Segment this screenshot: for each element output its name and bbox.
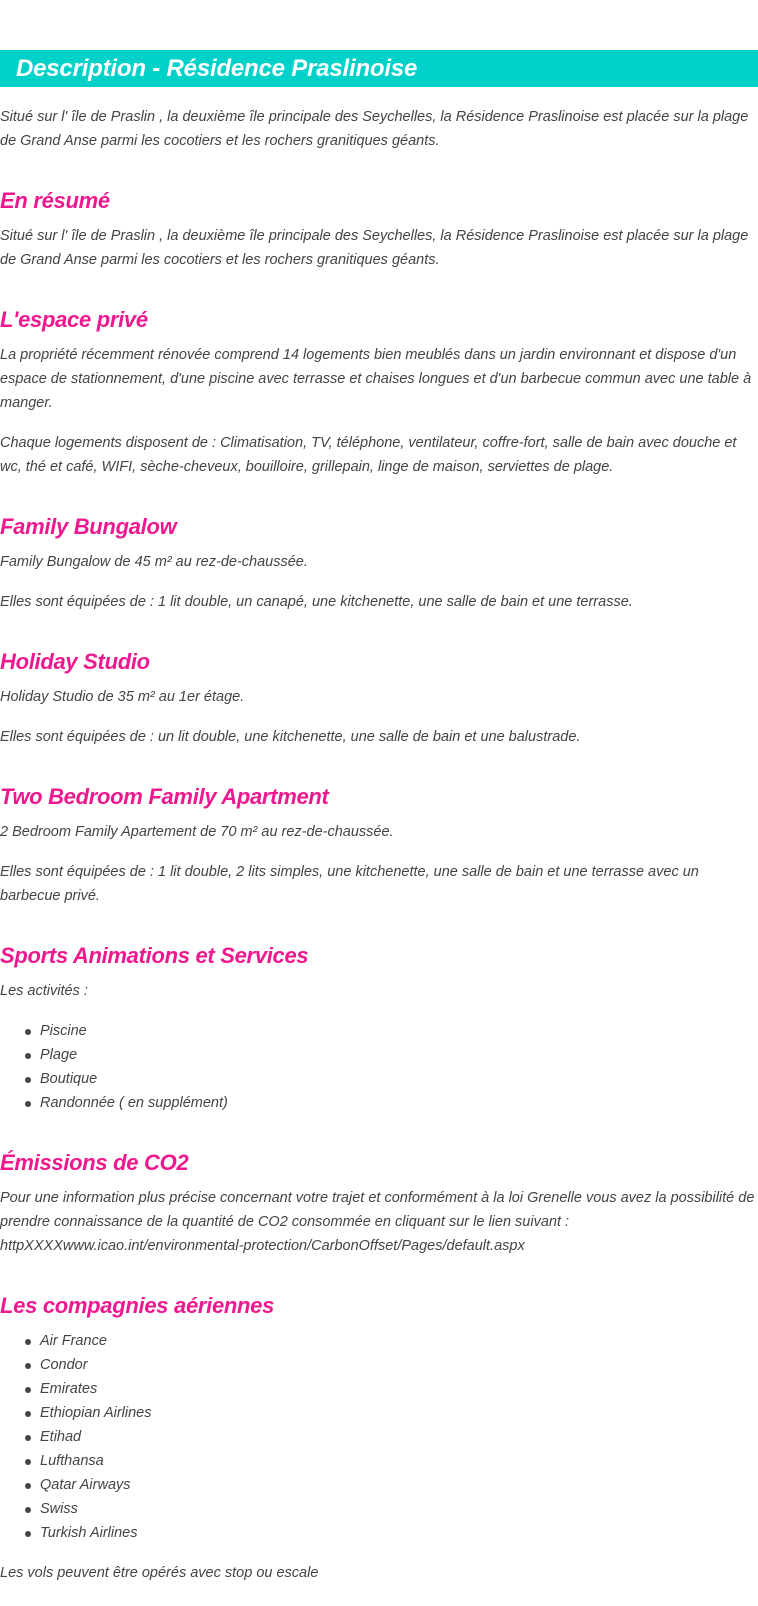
section-espace-prive <box>0 305 758 479</box>
list-item: Piscine <box>40 1019 758 1043</box>
section-title-sports: Sports Animations et Services <box>0 943 309 968</box>
two-bedroom-equipment: Elles sont équipées de : 1 lit double, 2 lits simples, une kitchenette, une salle de bain et une terrasse avec un barbecue privé. <box>0 864 699 904</box>
section-title-resume: En résumé <box>0 188 110 213</box>
list-item: Turkish Airlines <box>40 1521 758 1545</box>
family-bungalow-size: Family Bungalow de 45 m² au rez-de-chaussée. <box>0 554 308 570</box>
sports-intro: Les activités : <box>0 983 88 999</box>
section-title-airlines: Les compagnies aériennes <box>0 1293 275 1318</box>
intro-paragraph: Situé sur l' île de Praslin , la deuxième île principale des Seychelles, la Résidence Praslinoise est placée sur la plage de Grand Anse parmi les cocotiers et les rochers granitiques géants. <box>0 109 749 149</box>
holiday-studio-equipment: Elles sont équipées de : un lit double, une kitchenette, une salle de bain et une balustrade. <box>0 729 581 745</box>
description-banner <box>0 50 758 87</box>
activities-list <box>0 1019 758 1115</box>
espace-prive-paragraph-1: La propriété récemment rénovée comprend 14 logements bien meublés dans un jardin environnant et dispose d'un espace de stationnement, d'une piscine avec terrasse et chaises longues et d'un barbecue commun avec une table à manger. <box>0 347 752 411</box>
page-title: Description - Résidence Praslinoise <box>16 54 418 82</box>
section-airlines <box>0 1291 758 1585</box>
list-item: Plage <box>40 1043 758 1067</box>
list-item: Etihad <box>40 1425 758 1449</box>
espace-prive-paragraph-2: Chaque logements disposent de : Climatisation, TV, téléphone, ventilateur, coffre-fort, salle de bain avec douche et wc, thé et café, WIFI, sèche-cheveux, bouilloire, grillepain, linge de maison, serviettes de plage. <box>0 435 737 475</box>
list-item: Swiss <box>40 1497 758 1521</box>
section-family-bungalow <box>0 512 758 614</box>
list-item: Qatar Airways <box>40 1473 758 1497</box>
holiday-studio-size: Holiday Studio de 35 m² au 1er étage. <box>0 689 245 705</box>
airlines-list <box>0 1329 758 1545</box>
list-item: Emirates <box>40 1377 758 1401</box>
list-item: Ethiopian Airlines <box>40 1401 758 1425</box>
airlines-footnote: Les vols peuvent être opérés avec stop ou escale <box>0 1565 319 1581</box>
emissions-text: Pour une information plus précise concernant votre trajet et conformément à la loi Grenelle vous avez la possibilité de prendre connaissance de la quantité de CO2 consommée en cliquant sur le lien suivant : httpXXXXwww.icao.int/environmental-protection/CarbonOffset/Pages/default.aspx <box>0 1190 755 1254</box>
section-two-bedroom <box>0 782 758 908</box>
list-item: Air France <box>40 1329 758 1353</box>
two-bedroom-size: 2 Bedroom Family Apartement de 70 m² au rez-de-chaussée. <box>0 824 394 840</box>
list-item: Condor <box>40 1353 758 1377</box>
family-bungalow-equipment: Elles sont équipées de : 1 lit double, un canapé, une kitchenette, une salle de bain et une terrasse. <box>0 594 633 610</box>
section-title-holiday-studio: Holiday Studio <box>0 649 150 674</box>
section-title-two-bedroom: Two Bedroom Family Apartment <box>0 784 329 809</box>
list-item: Randonnée ( en supplément) <box>40 1091 758 1115</box>
resume-text: Situé sur l' île de Praslin , la deuxième île principale des Seychelles, la Résidence Praslinoise est placée sur la plage de Grand Anse parmi les cocotiers et les rochers granitiques géants. <box>0 228 749 268</box>
list-item: Lufthansa <box>40 1449 758 1473</box>
section-resume <box>0 186 758 272</box>
section-emissions <box>0 1148 758 1258</box>
section-holiday-studio <box>0 647 758 749</box>
section-title-family-bungalow: Family Bungalow <box>0 514 177 539</box>
section-sports <box>0 941 758 1115</box>
list-item: Boutique <box>40 1067 758 1091</box>
section-title-espace-prive: L'espace privé <box>0 307 148 332</box>
section-title-emissions: Émissions de CO2 <box>0 1150 189 1175</box>
